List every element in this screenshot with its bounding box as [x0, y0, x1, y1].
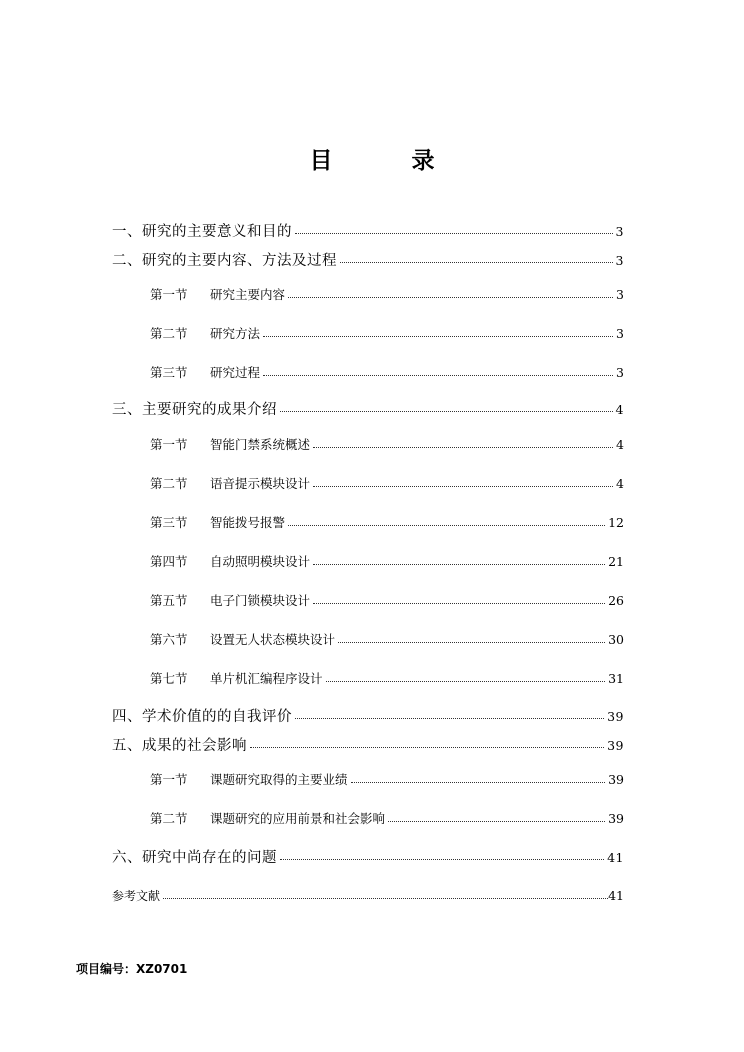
toc-leader — [288, 297, 613, 298]
toc-entry-references[interactable] — [112, 887, 624, 904]
toc-entry[interactable] — [150, 435, 624, 453]
toc-leader — [313, 486, 613, 487]
toc-entry-page: 12 — [608, 515, 624, 530]
toc-section-number: 第二节 — [150, 476, 188, 491]
toc-leader — [340, 262, 613, 263]
toc-entry[interactable] — [150, 591, 624, 609]
toc-entry-page: 4 — [616, 437, 624, 452]
toc-entry-page: 41 — [608, 888, 624, 903]
toc-entry-page: 4 — [615, 402, 624, 417]
toc-section-number: 第二节 — [150, 326, 188, 341]
toc-leader — [326, 681, 606, 682]
toc-entry[interactable] — [150, 552, 624, 570]
toc-entry[interactable] — [150, 285, 624, 303]
toc-section-number: 第三节 — [150, 365, 188, 380]
toc-section-number: 第二节 — [150, 811, 188, 826]
toc-entry[interactable] — [112, 705, 624, 726]
toc-entry[interactable] — [112, 734, 624, 755]
toc-section-number: 第四节 — [150, 554, 188, 569]
toc-leader — [263, 336, 613, 337]
toc-entry-page: 26 — [608, 593, 624, 608]
toc-entry-label: 六、研究中尚存在的问题 — [112, 850, 277, 866]
toc-entry-label: 研究主要内容 — [210, 287, 286, 302]
toc-entry-label: 参考文献 — [112, 889, 161, 903]
toc-entry-page: 39 — [607, 738, 624, 753]
toc-entry-label: 三、主要研究的成果介绍 — [112, 402, 277, 418]
toc-entry-label: 四、学术价值的的自我评价 — [112, 709, 292, 725]
toc-entry-page: 4 — [616, 476, 624, 491]
toc-entry-label: 一、研究的主要意义和目的 — [112, 224, 292, 240]
toc-entry-page: 30 — [608, 632, 624, 647]
toc-entry[interactable] — [150, 324, 624, 342]
toc-entry-label: 电子门锁模块设计 — [210, 593, 311, 608]
toc-entry-label: 自动照明模块设计 — [210, 554, 311, 569]
toc-entry-page: 3 — [615, 224, 624, 239]
toc-entry-label: 研究过程 — [210, 365, 261, 380]
toc-entry-page: 39 — [608, 772, 624, 787]
toc-entry[interactable] — [112, 249, 624, 270]
toc-leader — [250, 747, 604, 748]
toc-leader — [263, 375, 613, 376]
toc-leader — [163, 898, 608, 899]
toc-entry[interactable] — [150, 474, 624, 492]
toc-entry[interactable] — [112, 398, 624, 419]
toc-leader — [288, 525, 605, 526]
toc-entry[interactable] — [150, 363, 624, 381]
toc-section-number: 第六节 — [150, 632, 188, 647]
toc-leader — [338, 642, 605, 643]
toc-entry-label: 智能拨号报警 — [210, 515, 286, 530]
toc-entry-page: 39 — [607, 709, 624, 724]
toc-section-number: 第五节 — [150, 593, 188, 608]
toc-leader — [295, 718, 604, 719]
toc-entry-label: 二、研究的主要内容、方法及过程 — [112, 253, 337, 269]
toc-entry-page: 3 — [616, 287, 624, 302]
toc-entry-page: 41 — [607, 850, 624, 865]
toc-entry-label: 语音提示模块设计 — [210, 476, 311, 491]
toc-leader — [295, 233, 613, 234]
toc-entry[interactable] — [150, 770, 624, 788]
toc-entry-label: 课题研究的应用前景和社会影响 — [210, 811, 386, 826]
toc-leader — [351, 782, 606, 783]
toc-leader — [280, 411, 613, 412]
toc-entry-page: 31 — [608, 671, 624, 686]
toc-entry[interactable] — [150, 669, 624, 687]
toc-entry-page: 3 — [616, 326, 624, 341]
toc-leader — [280, 859, 604, 860]
toc-entry-label: 五、成果的社会影响 — [112, 738, 247, 754]
toc-entry[interactable] — [150, 809, 624, 827]
toc-leader — [388, 821, 605, 822]
toc-section-number: 第一节 — [150, 772, 188, 787]
toc-leader — [313, 603, 605, 604]
toc-entry[interactable] — [112, 220, 624, 241]
toc-section-number: 第一节 — [150, 437, 188, 452]
toc-section-number: 第一节 — [150, 287, 188, 302]
toc-entry-label: 设置无人状态模块设计 — [210, 632, 336, 647]
toc-leader — [313, 447, 613, 448]
toc-entry[interactable] — [150, 630, 624, 648]
toc-section-number: 第七节 — [150, 671, 188, 686]
toc-entry-page: 3 — [616, 365, 624, 380]
toc-entry[interactable] — [112, 846, 624, 867]
toc-leader — [313, 564, 605, 565]
toc-entry-page: 39 — [608, 811, 624, 826]
toc-section-number: 第三节 — [150, 515, 188, 530]
toc-entry-label: 课题研究取得的主要业绩 — [210, 772, 348, 787]
toc-entry[interactable] — [150, 513, 624, 531]
toc-entry-page: 21 — [608, 554, 624, 569]
project-number: 项目编号：XZ0701 — [76, 962, 188, 976]
toc-entry-label: 研究方法 — [210, 326, 261, 341]
toc-entry-label: 单片机汇编程序设计 — [210, 671, 323, 686]
page-title: 目 录 — [309, 147, 463, 174]
toc-entry-label: 智能门禁系统概述 — [210, 437, 311, 452]
toc-entry-page: 3 — [615, 253, 624, 268]
